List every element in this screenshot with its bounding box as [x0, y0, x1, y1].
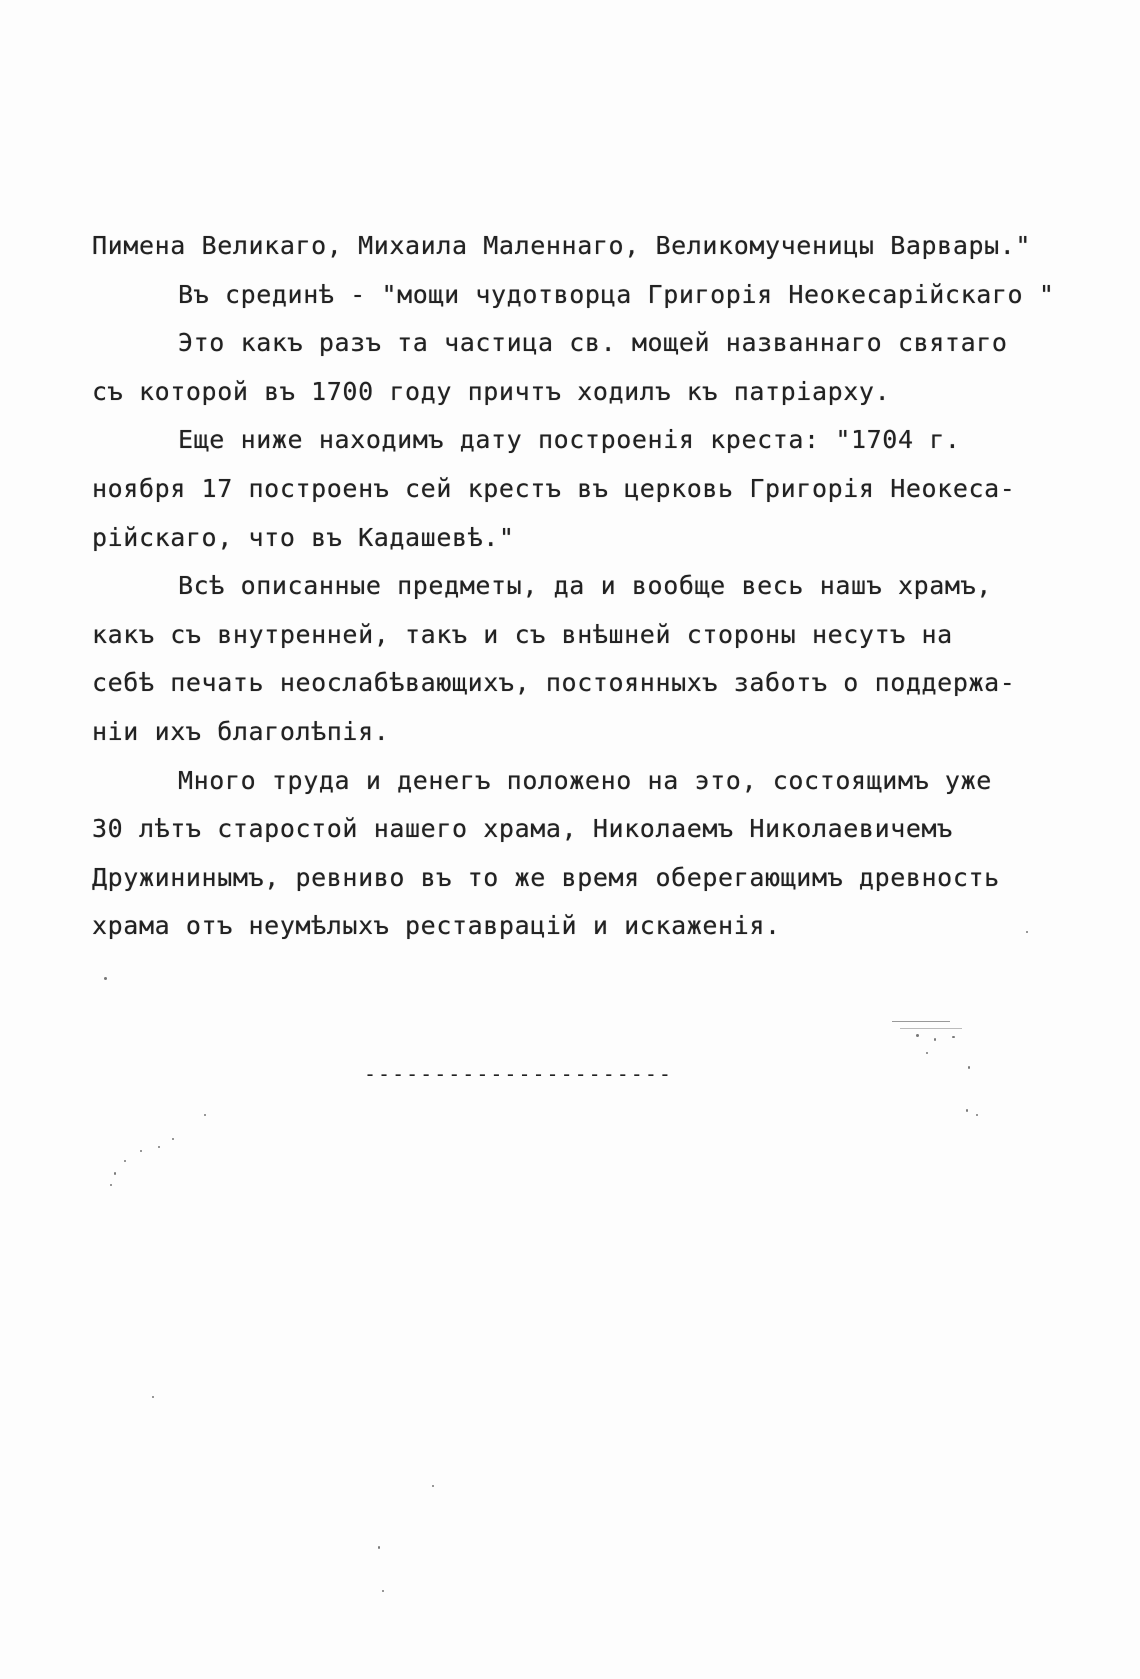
text-line-4: съ которой въ 1700 году причтъ ходилъ къ патріарху.	[92, 376, 891, 406]
text-line-5: Еще ниже находимъ дату построенія креста: "1704 г.	[178, 425, 961, 455]
text-line-7: рійскаго, что въ Кадашевѣ."	[92, 522, 515, 552]
text-line-13: 30 лѣтъ старостой нашего храма, Николаемъ Николаевичемъ	[92, 814, 953, 844]
text-line-3: Это какъ разъ та частица св. мощей названнаго святаго	[178, 328, 1008, 358]
text-line-14: Дружининымъ, ревниво въ то же время оберегающимъ древность	[92, 862, 1000, 892]
text-line-10: себѣ печать неослабѣвающихъ, постоянныхъ заботъ о поддержа-	[92, 668, 1016, 698]
text-line-1: Пимена Великаго, Михаила Маленнаго, Великомученицы Варвары."	[92, 231, 1032, 260]
text-line-12: Много труда и денегъ положено на это, состоящимъ уже	[178, 765, 992, 795]
text-line-15: храма отъ неумѣлыхъ реставрацій и искаженія.	[92, 911, 781, 941]
text-line-8: Всѣ описанные предметы, да и вообще весь нашъ храмъ,	[178, 571, 992, 601]
text-line-6: ноября 17 построенъ сей крестъ въ церковь Григорія Неокеса-	[92, 473, 1016, 503]
separator-dashes: ----------------------	[364, 1062, 673, 1086]
text-line-2: Въ срединѣ - "мощи чудотворца Григорія Неокесарійскаго "	[178, 279, 1055, 309]
text-line-11: ніи ихъ благолѣпія.	[92, 716, 390, 746]
document-body	[92, 222, 1092, 951]
text-line-9: какъ съ внутренней, такъ и съ внѣшней стороны несутъ на	[92, 619, 953, 649]
